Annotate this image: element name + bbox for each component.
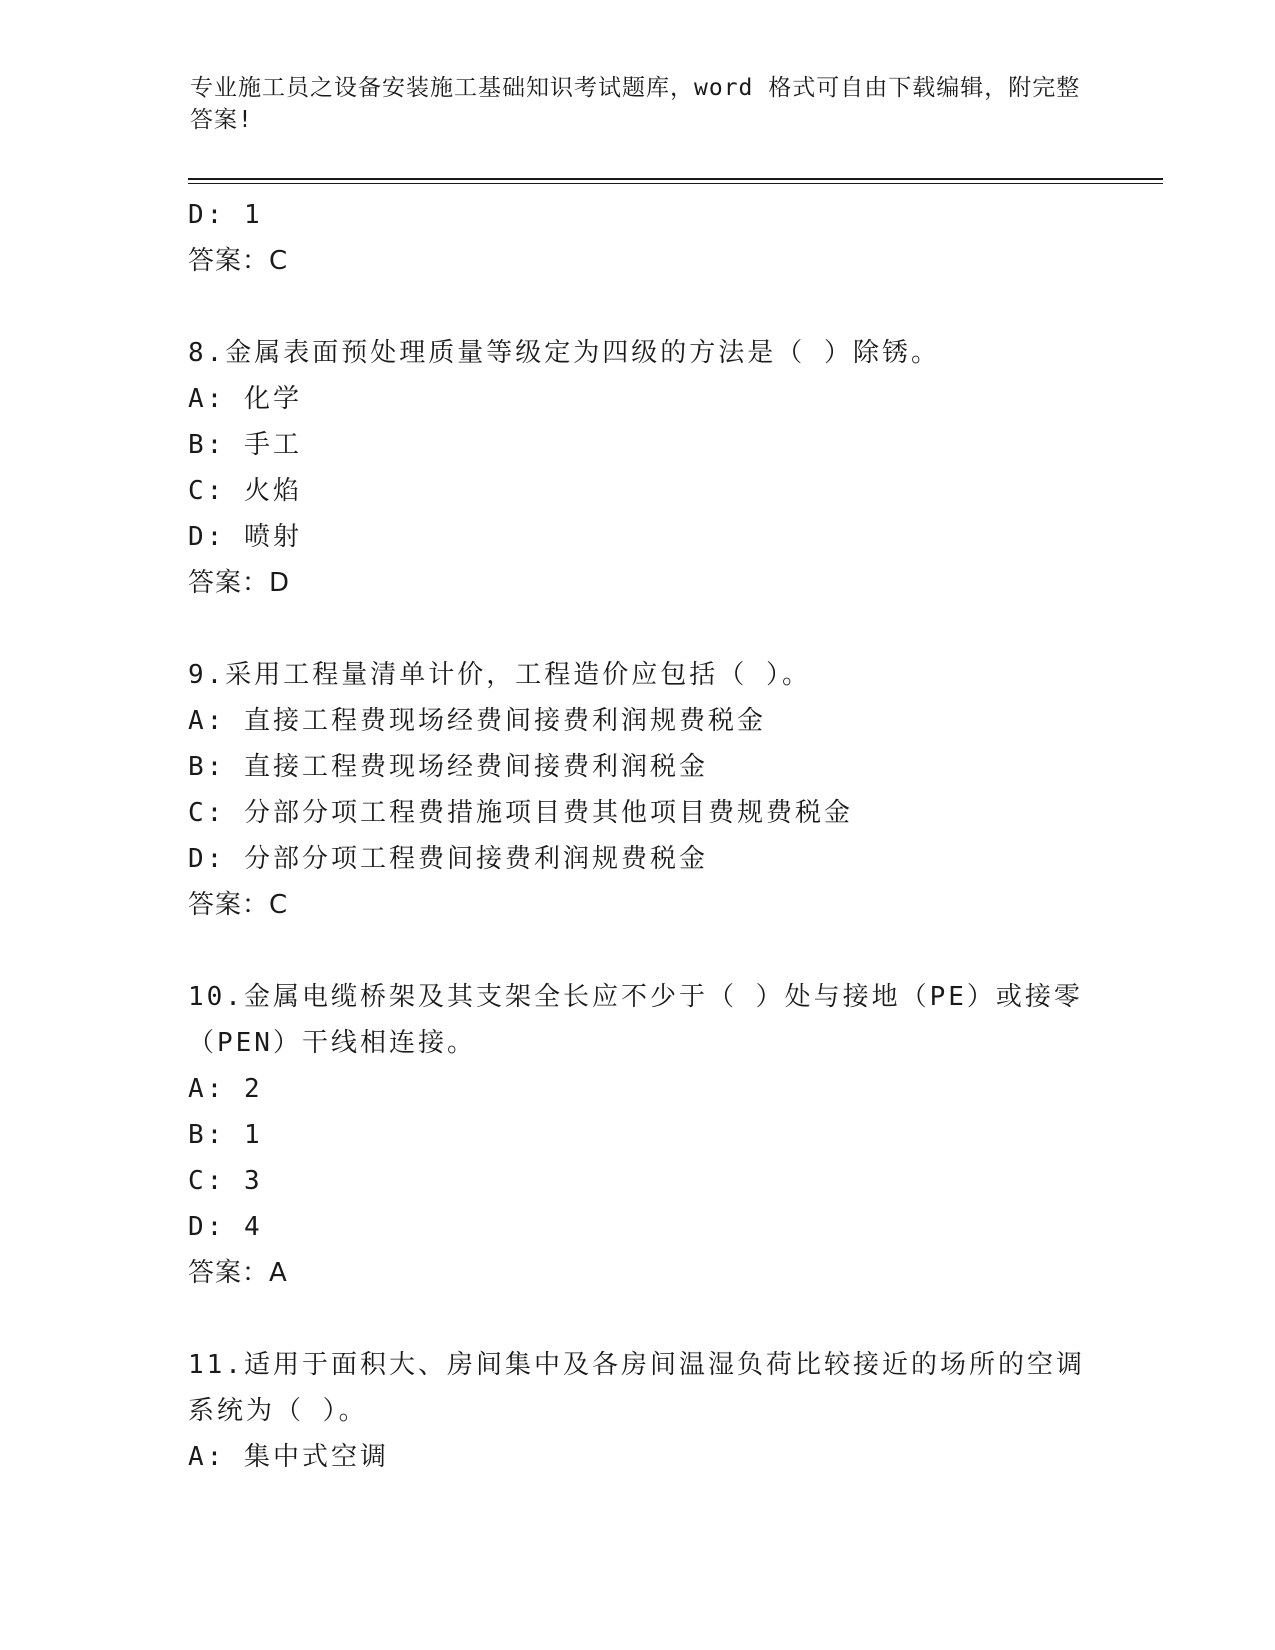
question-9-answer: 答案：C (188, 890, 289, 920)
option-d: D: 1 (188, 200, 263, 230)
question-8-answer: 答案：D (188, 568, 291, 598)
header-divider-thin (188, 183, 1163, 184)
answer-line: 答案：C (188, 246, 289, 276)
question-9-option-c: C: 分部分项工程费措施项目费其他项目费规费税金 (188, 798, 853, 828)
question-10-option-b: B: 1 (188, 1120, 263, 1150)
question-10-option-a: A: 2 (188, 1074, 263, 1104)
question-11-option-a: A: 集中式空调 (188, 1442, 389, 1472)
question-8-option-a: A: 化学 (188, 384, 302, 414)
question-list (188, 192, 1148, 1480)
question-9-option-d: D: 分部分项工程费间接费利润规费税金 (188, 844, 708, 874)
question-10-option-c: C: 3 (188, 1166, 263, 1196)
question-9-text: 9.采用工程量清单计价，工程造价应包括（ ）。 (188, 660, 811, 690)
header-divider-thick (188, 178, 1163, 180)
question-8-text: 8.金属表面预处理质量等级定为四级的方法是（ ）除锈。 (188, 338, 940, 368)
question-10-answer: 答案：A (188, 1258, 288, 1288)
question-8-option-b: B: 手工 (188, 430, 302, 460)
question-10-option-d: D: 4 (188, 1212, 263, 1242)
question-8-option-d: D: 喷射 (188, 522, 302, 552)
question-9-option-a: A: 直接工程费现场经费间接费利润规费税金 (188, 706, 766, 736)
question-8-option-c: C: 火焰 (188, 476, 302, 506)
document-header: 专业施工员之设备安装施工基础知识考试题库，word 格式可自由下载编辑，附完整答案! (190, 75, 1081, 133)
question-9-option-b: B: 直接工程费现场经费间接费利润税金 (188, 752, 708, 782)
question-10-text: 10.金属电缆桥架及其支架全长应不少于（ ）处与接地（PE）或接零（PEN）干线相连接。 (188, 982, 1083, 1058)
question-11-text: 11.适用于面积大、房间集中及各房间温湿负荷比较接近的场所的空调系统为（ ）。 (188, 1350, 1085, 1426)
